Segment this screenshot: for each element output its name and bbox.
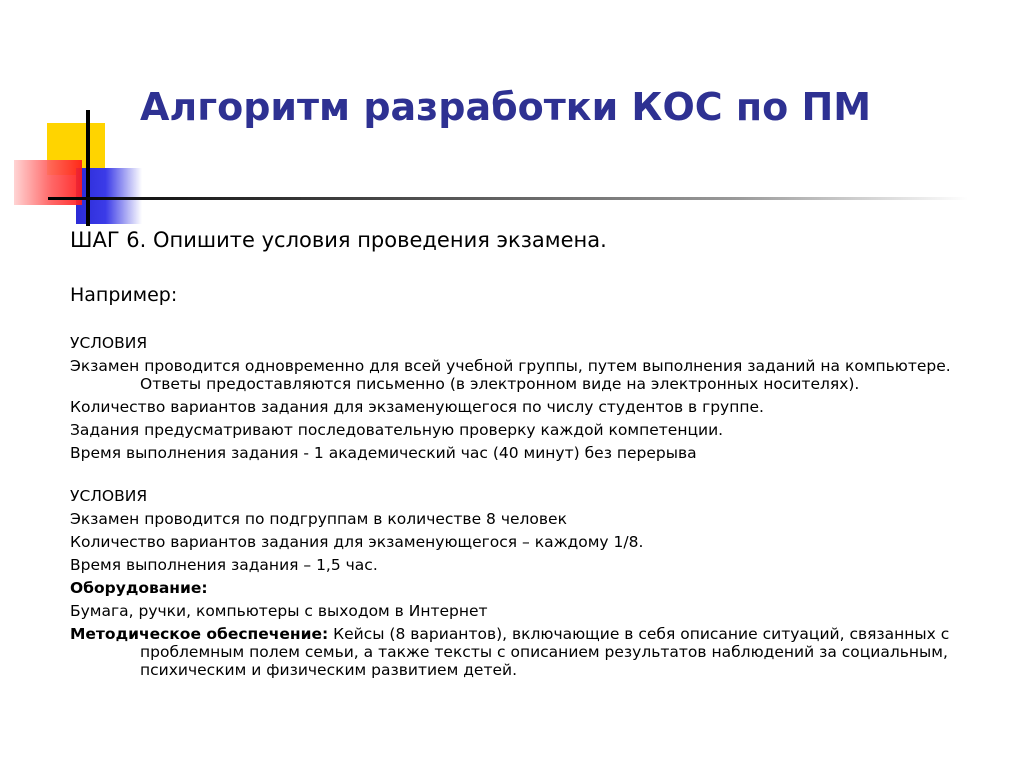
conditions-heading-2: УСЛОВИЯ — [70, 487, 148, 505]
condition-line: Время выполнения задания – 1,5 час. — [70, 556, 378, 574]
condition-line: Задания предусматривают последовательную проверку каждой компетенции. — [70, 421, 724, 439]
condition-line: Количество вариантов задания для экзаменующегося по числу студентов в группе. — [70, 398, 764, 416]
example-label: Например: — [70, 284, 178, 306]
slide-title: Алгоритм разработки КОС по ПМ — [140, 85, 872, 129]
equipment-label: Оборудование: — [70, 579, 208, 597]
decor-vertical-line — [86, 110, 90, 226]
condition-line: Экзамен проводится одновременно для всей учебной группы, путем выполнения заданий на компьютере. Ответы предоставляются письменно (в электронном виде на электронных носителях). — [70, 357, 951, 393]
condition-line: Время выполнения задания - 1 академический час (40 минут) без перерыва — [70, 444, 697, 462]
step-heading: ШАГ 6. Опишите условия проведения экзамена. — [70, 228, 607, 252]
conditions-heading-1: УСЛОВИЯ — [70, 334, 148, 352]
condition-line: Экзамен проводится по подгруппам в количестве 8 человек — [70, 510, 567, 528]
method-support-label: Методическое обеспечение: — [70, 625, 329, 643]
section-gap — [70, 467, 970, 487]
slide-body — [70, 228, 970, 684]
condition-line: Количество вариантов задания для экзаменующегося – каждому 1/8. — [70, 533, 644, 551]
method-support-line — [70, 625, 970, 679]
method-support-text: Кейсы (8 вариантов), включающие в себя описание ситуаций, связанных с проблемным полем семьи, а также тексты с описанием результатов наблюдений за социальным, психическим и физическим развитием детей. — [140, 625, 950, 679]
title-underline — [48, 197, 968, 200]
equipment-text: Бумага, ручки, компьютеры с выходом в Интернет — [70, 602, 488, 620]
